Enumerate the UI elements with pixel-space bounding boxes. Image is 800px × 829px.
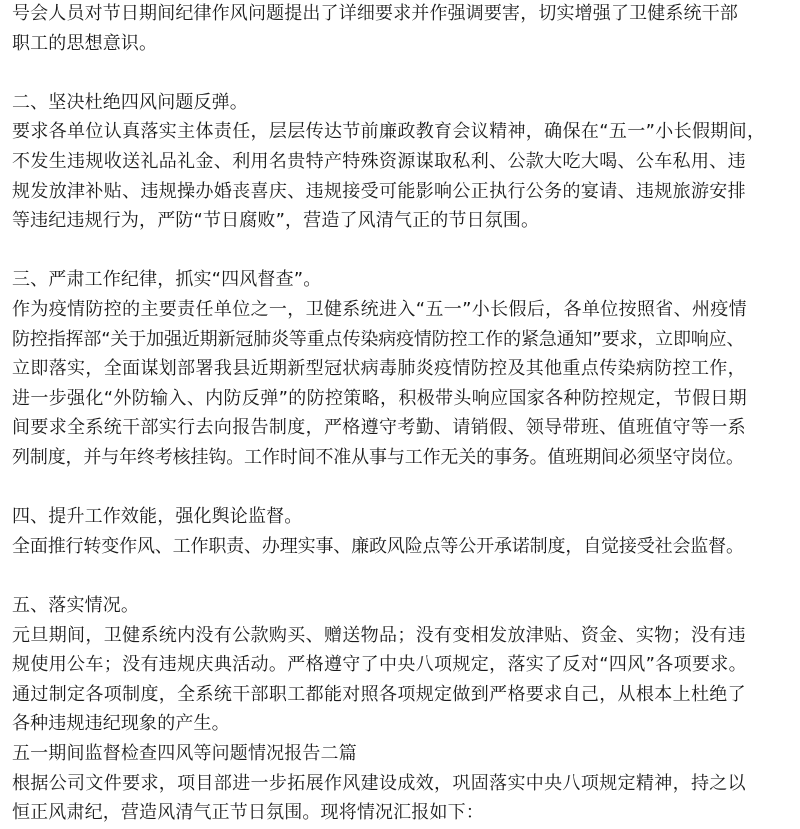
partial-top-line: 号会人员对节日期间纪律作风问题提出了详细要求并作强调要害，切实增强了卫健系统干部 [12, 3, 738, 24]
paragraph-line: 立即落实，全面谋划部署我县近期新型冠状病毒肺炎疫情防控及其他重点传染病防控工作， [12, 358, 746, 380]
paragraph-line: 防控指挥部“关于加强近期新冠肺炎等重点传染病疫情防控工作的紧急通知”要求，立即响应、 [12, 328, 745, 350]
paragraph-line: 恒正风肃纪，营造风清气正节日氛围。现将情况汇报如下： [12, 802, 484, 824]
report-title: 五一期间监督检查四风等问题情况报告二篇 [12, 743, 357, 764]
paragraph-line: 根据公司文件要求，项目部进一步拓展作风建设成效，巩固落实中央八项规定精神，持之以 [12, 772, 746, 794]
section-heading-3: 三、严肃工作纪律，抓实“四风督查”。 [12, 269, 322, 291]
section-heading-5: 五、落实情况。 [12, 595, 140, 616]
section-heading-4: 四、提升工作效能，强化舆论监督。 [12, 506, 303, 528]
section-heading-2: 二、坚决杜绝四风问题反弹。 [12, 91, 248, 113]
paragraph-line: 各种违规违纪现象的产生。 [12, 713, 230, 735]
paragraph-line: 规发放津补贴、违规操办婚丧喜庆、违规接受可能影响公正执行公务的宴请、违规旅游安排 [12, 180, 746, 202]
paragraph-line: 全面推行转变作风、工作职责、办理实事、廉政风险点等公开承诺制度，自觉接受社会监督。 [12, 535, 744, 557]
paragraph-line: 要求各单位认真落实主体责任，层层传达节前廉政教育会议精神，确保在“五一”小长假期间， [12, 121, 766, 143]
paragraph-line: 元旦期间，卫健系统内没有公款购买、赠送物品；没有变相发放津贴、资金、实物；没有违 [12, 624, 746, 646]
paragraph-line: 列制度，并与年终考核挂钩。工作时间不准从事与工作无关的事务。值班期间必须坚守岗位。 [12, 447, 744, 468]
paragraph-line: 作为疫情防控的主要责任单位之一，卫健系统进入“五一”小长假后，各单位按照省、州疫情 [12, 299, 747, 320]
paragraph-line: 间要求全系统干部实行去向报告制度，严格遵守考勤、请销假、领导带班、值班值守等一系 [12, 417, 746, 439]
paragraph-line: 规使用公车；没有违规庆典活动。严格遵守了中央八项规定，落实了反对“四风”各项要求。 [12, 654, 747, 676]
paragraph-line: 不发生违规收送礼品礼金、利用名贵特产特殊资源谋取私利、公款大吃大喝、公车私用、违 [12, 151, 746, 172]
paragraph-line: 通过制定各项制度，全系统干部职工都能对照各项规定做到严格要求自己，从根本上杜绝了 [12, 683, 746, 705]
paragraph-line: 职工的思想意识。 [12, 32, 158, 54]
paragraph-line: 进一步强化“外防输入、内防反弹”的防控策略，积极带头响应国家各种防控规定，节假日期 [12, 387, 747, 409]
paragraph-line: 等违纪违规行为，严防“节日腐败”，营造了风清气正的节日氛围。 [12, 210, 540, 232]
